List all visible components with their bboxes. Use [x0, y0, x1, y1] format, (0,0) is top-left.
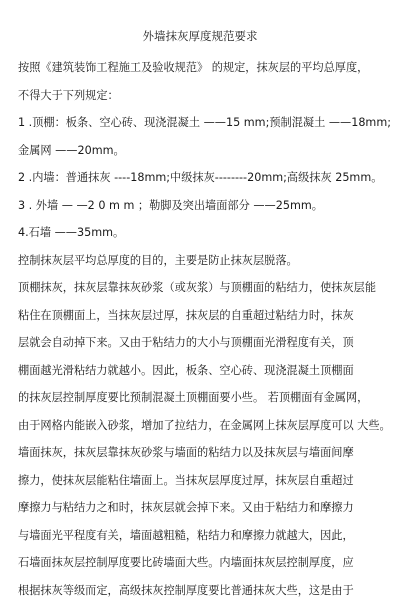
text-line-4: 金属网 ——20mm。: [18, 144, 125, 157]
text-line-19: 石墙面抹灰层控制厚度要比砖墙面大些。内墙面抹灰层控制厚度，应: [18, 556, 354, 569]
text-line-8: 控制抹灰层平均总厚度的目的，主要是防止抹灰层脱落。: [18, 254, 298, 267]
text-line-2: 不得大于下列规定：: [18, 89, 119, 102]
text-line-5: 2 .内墙：普通抹灰 ----18mm;中级抹灰--------20mm;高级抹灰 25mm。: [18, 171, 383, 184]
text-line-12: 棚面越光滑粘结力就越小。因此，板条、空心砖、现浇混凝土顶棚面: [18, 364, 354, 377]
document-title: 外墙抹灰厚度规范要求: [142, 29, 258, 43]
text-line-10: 粘住在顶棚面上，当抹灰层过厚，抹灰层的自重超过粘结力时，抹灰: [18, 309, 354, 322]
text-line-9: 顶棚抹灰，抹灰层靠抹灰砂浆（或灰浆）与顶棚面的粘结力，使抹灰层能: [18, 281, 377, 294]
text-line-7: 4.石墙 ——35mm。: [18, 226, 125, 239]
text-line-16: 擦力，使抹灰层能粘住墙面上。当抹灰层厚度过厚，抹灰层自重超过: [18, 474, 354, 487]
text-line-11: 层就会自动掉下来。又由于粘结力的大小与顶棚面光滑程度有关，顶: [18, 336, 354, 349]
text-line-6: 3 . 外墙 — —2 0 m m ；勒脚及突出墙面部分 ——25mm。: [18, 199, 323, 212]
text-line-20: 根据抹灰等级而定，高级抹灰控制厚度要比普通抹灰大些，这是由于: [18, 584, 354, 597]
text-line-1: 按照《建筑装饰工程施工及验收规范》 的规定，抹灰层的平均总厚度，: [18, 61, 369, 74]
text-line-15: 墙面抹灰，抹灰层靠抹灰砂浆与墙面的粘结力以及抹灰层与墙面间摩: [18, 446, 354, 459]
text-line-3: 1 .顶棚：板条、空心砖、现浇混凝土 ——15 mm;预制混凝土 ——18mm;: [18, 116, 392, 129]
text-line-13: 的抹灰层控制厚度要比预制混凝土顶棚面要小些。 若顶棚面有金属网，: [18, 391, 369, 404]
text-line-18: 与墙面光平程度有关，墙面越粗糙，粘结力和摩擦力就越大，因此，: [18, 529, 354, 542]
text-line-17: 摩擦力与粘结力之和时，抹灰层就会掉下来。又由于粘结力和摩擦力: [18, 501, 354, 514]
text-line-14: 由于网格内能嵌入砂浆，增加了拉结力，在金属网上抹灰层厚度可以 大些。: [18, 419, 391, 432]
